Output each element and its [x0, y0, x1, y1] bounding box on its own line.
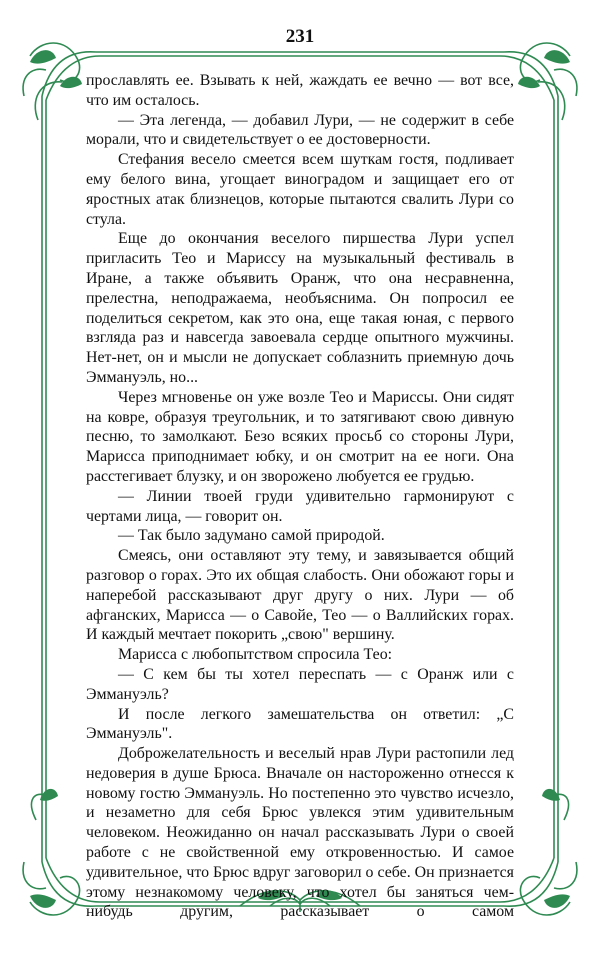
paragraph: — Так было задумано самой природой. — [118, 527, 385, 545]
paragraph: Марисса с любопытством спросила Тео: — [118, 646, 393, 664]
paragraph: И после легкого замешательства он ответил: „С Эммануэль". — [86, 705, 514, 743]
paragraph: Еще до окончания веселого пиршества Лури успел пригласить Тео и Мариссу на музыкальный фестиваль в Иране, а также объявить Оранж, что она несравненна, прелестна, неподражаема, необъяснима. Он попросил ее поделиться секретом, как это она, еще такая юная, с первого взгляда раз и навсегда завоевала сердце опытного мужчины. Нет-нет, он и мысли не допускает соблазнить приемную дочь Эммануэль, но... — [86, 230, 514, 386]
paragraph: прославлять ее. Взывать к ней, жаждать ее вечно — вот все, что им осталось. — [86, 72, 514, 109]
leaf-top-right-2 — [518, 77, 540, 88]
paragraph: Стефания весело смеется всем шуткам гостя, подливает ему белого вина, угощает виноградом и защищает его от яростных атак близнецов, которые пытаются свалить Лури со стула. — [86, 151, 514, 228]
leaf-top-left-2 — [60, 77, 82, 88]
paragraph: Доброжелательность и веселый нрав Лури растопили лед недоверия в душе Брюса. Вначале он настороженно отнесся к новому гостю Эммануэль. Но постепенно это чувство исчезло, и незаметно для себя Брюс увлекся этим удивительным человеком. Неожиданно он начал рассказывать Лури о своей работе с не свойственной ему откровенностью. И самое удивительное, что Брюс вдруг заговорил о себе. Он признается этому незнакомому человеку, что хотел бы заняться чем-нибудь другим, рассказывает о самом — [86, 745, 514, 921]
paragraph: — С кем бы ты хотел переспать — с Оранж или с Эммануэль? — [86, 665, 514, 703]
body-text — [86, 71, 514, 922]
paragraph: Через мгновенье он уже возле Тео и Мариссы. Они сидят на ковре, образуя треугольник, и то затягивают свою дивную песню, то замолкают. Безо всяких просьб со стороны Лури, Марисса приподнимает юбку, и он смотрит на ее ноги. Она расстегивает блузку, и он зворожено любуется ее грудью. — [86, 388, 514, 485]
page-number: 231 — [285, 26, 315, 47]
paragraph: — Линии твоей груди удивительно гармонируют с чертами лица, — говорит он. — [86, 487, 514, 525]
paragraph: — Эта легенда, — добавил Лури, — не содержит в себе морали, что и свидетельствует о ее достоверности. — [86, 111, 514, 149]
paragraph: Смеясь, они оставляют эту тему, и завязывается общий разговор о горах. Это их общая слабость. Они обожают горы и наперебой рассказывают друг другу о них. Лури — об афганских, Марисса — о Савойе, Тео — о Валлийских горах. И каждый мечтает покорить „свою" вершину. — [86, 547, 514, 644]
